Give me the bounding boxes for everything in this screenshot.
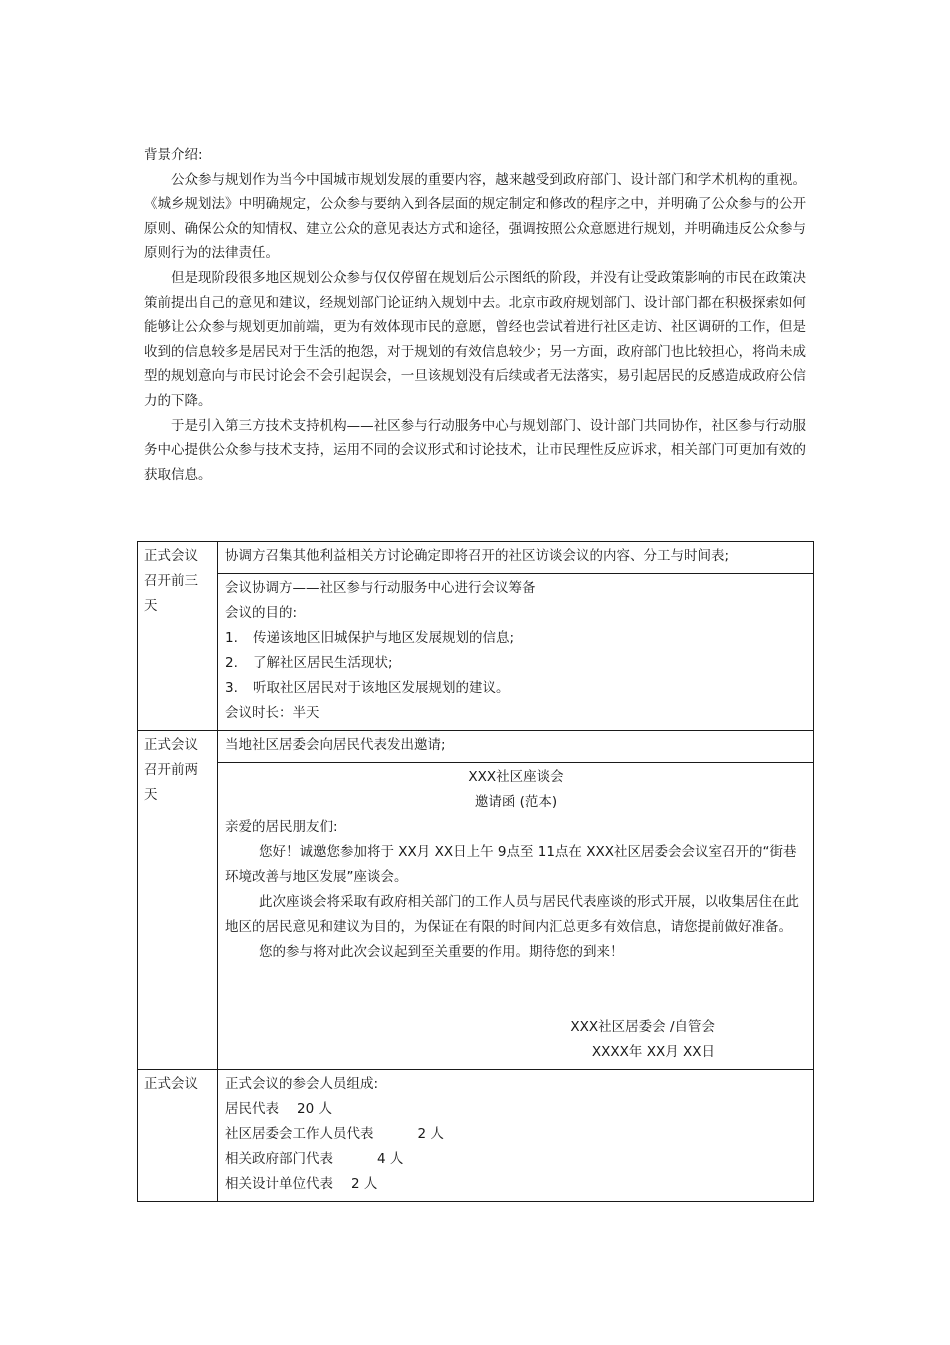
stage-cell: [138, 731, 218, 1070]
letter-subtitle: 邀请函 (范本): [474, 794, 558, 810]
content-cell: [218, 1070, 814, 1202]
intro-paragraph-3: 于是引入第三方技术支持机构——社区参与行动服务中心与规划部门、设计部门共同协作，社区参与行动服务中心提供公众参与技术支持，运用不同的会议形式和讨论技术，让市民理性反应诉求，相关部门可更加有效的获取信息。: [144, 417, 806, 483]
table-row: [138, 574, 814, 731]
intro-paragraph-1: 公众参与规划作为当今中国城市规划发展的重要内容，越来越受到政府部门、设计部门和学术机构的重视。《城乡规划法》中明确规定，公众参与要纳入到各层面的规定制定和修改的程序之中，并明确了公众参与的公开原则、确保公众的知情权、建立公众的意见表达方式和途径，强调按照公众意愿进行规划，并明确违反公众参与原则行为的法律责任。: [144, 171, 806, 262]
intro-paragraph-2: 但是现阶段很多地区规划公众参与仅仅停留在规划后公示图纸的阶段，并没有让受政策影响的市民在政策决策前提出自己的意见和建议，经规划部门论证纳入规划中去。北京市政府规划部门、设计部门都在积极探索如何能够让公众参与规划更加前端，更为有效体现市民的意愿，曾经也尝试着进行社区走访、社区调研的工作，但是收到的信息较多是居民对于生活的抱怨，对于规划的有效信息较少；另一方面，政府部门也比较担心，将尚未成型的规划意向与市民讨论会不会引起误会，一旦该规划没有后续或者无法落实，易引起居民的反感造成政府公信力的下降。: [144, 269, 806, 409]
stage1-organizer: 会议协调方——社区参与行动服务中心进行会议筹备: [225, 580, 536, 596]
list-item: 居民代表 20 人: [225, 1101, 332, 1117]
table-row: [138, 731, 814, 763]
table-row: [138, 763, 814, 1070]
stage-cell: [138, 542, 218, 731]
invitation-letter: [218, 763, 814, 1070]
letter-signature: XXX社区居委会 /自管会: [570, 1019, 715, 1035]
letter-title: XXX社区座谈会: [468, 769, 564, 785]
list-item: 1. 传递该地区旧城保护与地区发展规划的信息;: [225, 630, 515, 646]
stage-label: 正式会议召开前三天: [144, 548, 198, 614]
letter-body: 您好！诚邀您参加将于 XX月 XX日上午 9点至 11点在 XXX社区居委会会议室召开的“街巷环境改善与地区发展”座谈会。: [225, 844, 797, 885]
content-cell: [218, 731, 814, 763]
list-item: 2. 了解社区居民生活现状;: [225, 655, 393, 671]
stage-label: 正式会议召开前两天: [144, 737, 198, 803]
stage1-task: 协调方召集其他利益相关方讨论确定即将召开的社区访谈会议的内容、分工与时间表;: [225, 548, 730, 564]
letter-spacer: [225, 965, 807, 1015]
meeting-plan-table: [137, 541, 814, 1202]
purpose-label: 会议的目的:: [225, 605, 298, 621]
list-item: 3. 听取社区居民对于该地区发展规划的建议。: [225, 680, 510, 696]
stage-label: 正式会议: [144, 1076, 198, 1092]
background-intro: [144, 143, 806, 487]
list-item: 社区居委会工作人员代表 2 人: [225, 1126, 444, 1142]
letter-greeting: 亲爱的居民朋友们:: [225, 819, 338, 835]
list-item: 相关政府部门代表 4 人: [225, 1151, 404, 1167]
list-item: 相关设计单位代表 2 人: [225, 1176, 378, 1192]
intro-heading: 背景介绍:: [144, 147, 203, 163]
content-cell: [218, 574, 814, 731]
table-row: [138, 542, 814, 574]
letter-date: XXXX年 XX月 XX日: [591, 1044, 715, 1060]
content-cell: [218, 542, 814, 574]
stage2-task: 当地社区居委会向居民代表发出邀请;: [225, 737, 446, 753]
letter-body: 此次座谈会将采取有政府相关部门的工作人员与居民代表座谈的形式开展，以收集居住在此地区的居民意见和建议为目的，为保证在有限的时间内汇总更多有效信息，请您提前做好准备。: [225, 894, 799, 935]
table-row: [138, 1070, 814, 1202]
letter-body: 您的参与将对此次会议起到至关重要的作用。期待您的到来！: [259, 944, 624, 960]
stage-cell: [138, 1070, 218, 1202]
meeting-duration: 会议时长：半天: [225, 705, 320, 721]
attendees-label: 正式会议的参会人员组成:: [225, 1076, 379, 1092]
